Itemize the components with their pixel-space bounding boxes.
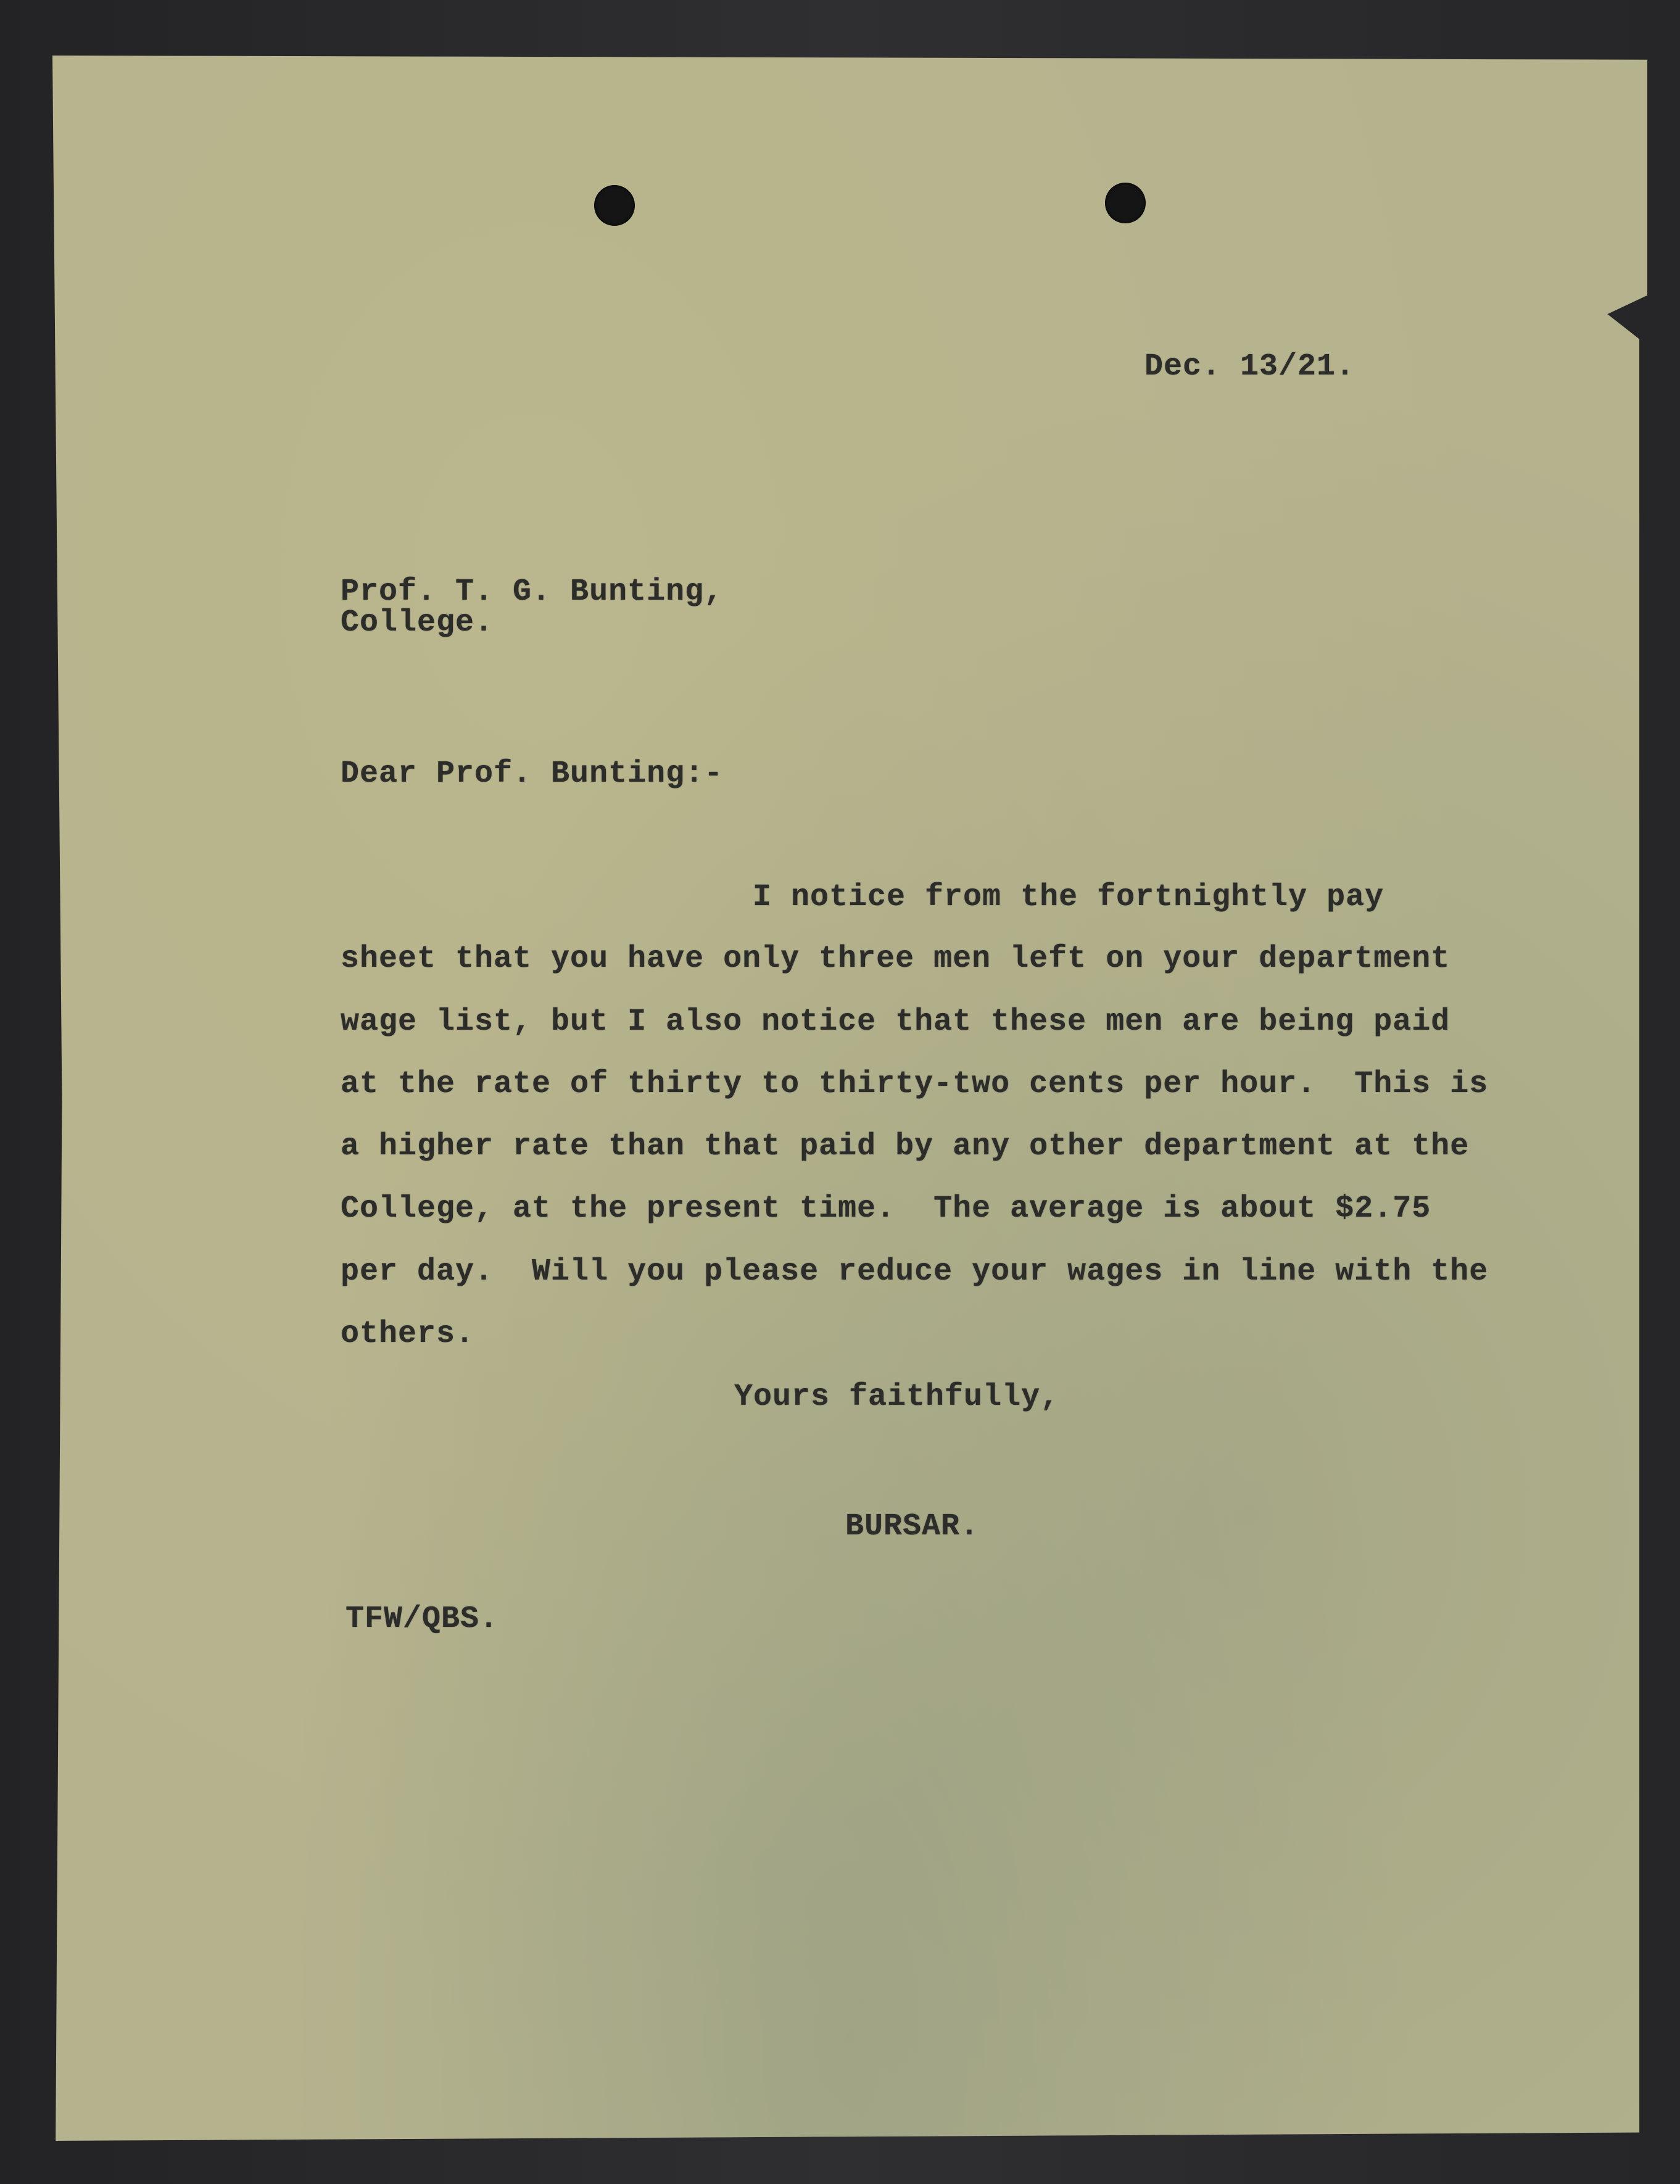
- salutation: Dear Prof. Bunting:-: [341, 756, 724, 792]
- body-line: I notice from the fortnightly pay: [753, 880, 1384, 915]
- recipient-location: College.: [341, 605, 494, 640]
- punch-hole-right: [1105, 183, 1146, 223]
- body-line: wage list, but I also notice that these men are being paid: [341, 1004, 1450, 1040]
- signature-title: BURSAR.: [845, 1509, 980, 1544]
- body-line: per day. Will you please reduce your wages in line with the: [341, 1254, 1489, 1289]
- body-line: others.: [341, 1317, 475, 1352]
- letter-date: Dec. 13/21.: [1144, 349, 1355, 384]
- recipient-name: Prof. T. G. Bunting,: [341, 574, 724, 610]
- body-line: at the rate of thirty to thirty-two cents per hour. This is: [341, 1067, 1489, 1102]
- complimentary-close: Yours faithfully,: [734, 1379, 1060, 1415]
- reference-initials: TFW/QBS.: [346, 1602, 499, 1637]
- body-line: College, at the present time. The average is about $2.75: [341, 1191, 1431, 1226]
- body-line: a higher rate than that paid by any other department at the: [341, 1129, 1470, 1164]
- punch-hole-left: [594, 185, 635, 226]
- body-line: sheet that you have only three men left on your department: [341, 941, 1450, 977]
